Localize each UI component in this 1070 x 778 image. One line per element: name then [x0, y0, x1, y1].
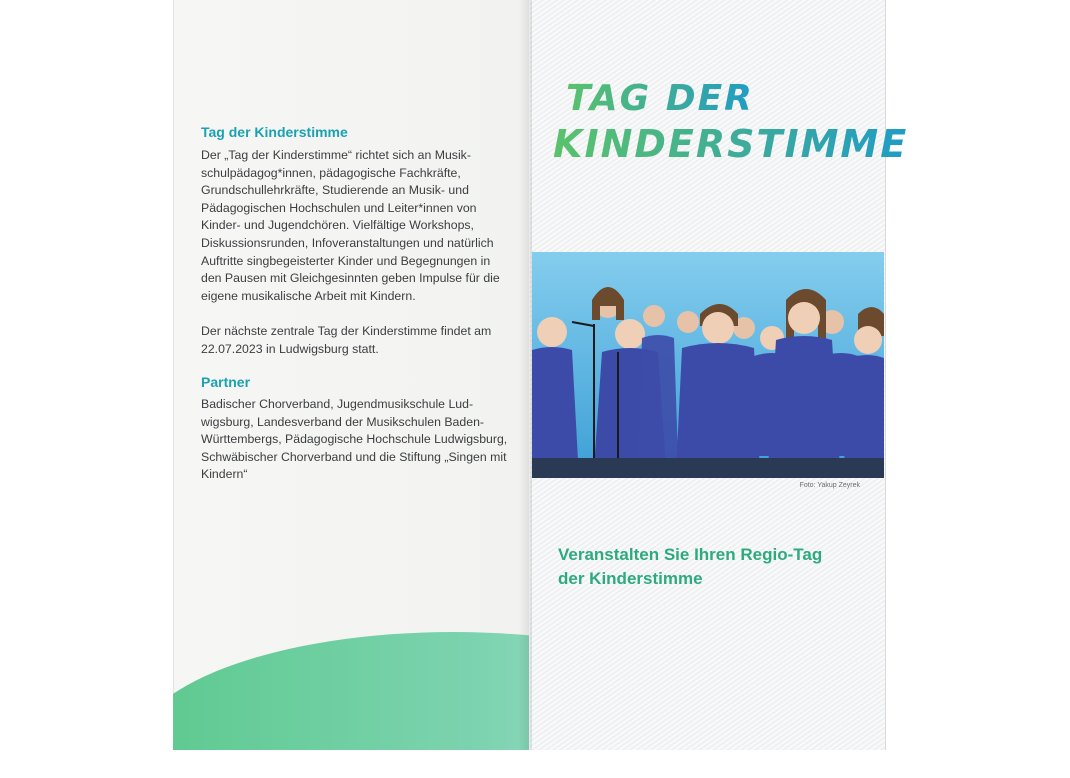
cta-line-2: der Kinderstimme — [558, 569, 703, 588]
section-heading-partner: Partner — [201, 374, 251, 390]
choir-photo — [532, 252, 884, 478]
partner-paragraph: Badischer Chorverband, Jugendmusikschule Ludwigsburg, Landesverband der Musikschulen Baden-Württembergs, Pädagogische Hochschule Ludwigsburg, Schwäbischer Chorverband und die Stiftung „Singen mit Kindern“ — [201, 397, 508, 482]
next-event-paragraph: Der nächste zentrale Tag der Kinderstimme findet am 22.07.2023 in Ludwigsburg statt. — [201, 324, 492, 356]
choir-illustration — [532, 252, 884, 478]
section-heading-tag-der-kinderstimme: Tag der Kinderstimme — [201, 124, 348, 140]
green-wave-decoration — [173, 632, 529, 750]
photo-credit: Foto: Yakup Zeyrek — [799, 482, 860, 489]
cta-line-1: Veranstalten Sie Ihren Regio-Tag — [558, 545, 823, 564]
intro-paragraph: Der „Tag der Kinderstimme“ richtet sich an Musikschulpädagog*innen, pädagogische Fachkräfte, Grundschullehrkräfte, Studierende an Musik- und Pädagogischen Hochschulen und Leiter*innen von Kinder- und Jugendchören. Vielfältige Workshops, Diskussionsrunden, Infoveranstaltungen und natürlich Auftritte singbegeisterter Kinder und Begegnungen in den Pausen mit Gleichgesinnten geben Impulse für die eigene musikalische Arbeit mit Kindern. — [201, 148, 500, 303]
title-line-2: KINDERSTIMME — [553, 122, 909, 166]
title-line-1: TAG DER — [566, 78, 754, 119]
